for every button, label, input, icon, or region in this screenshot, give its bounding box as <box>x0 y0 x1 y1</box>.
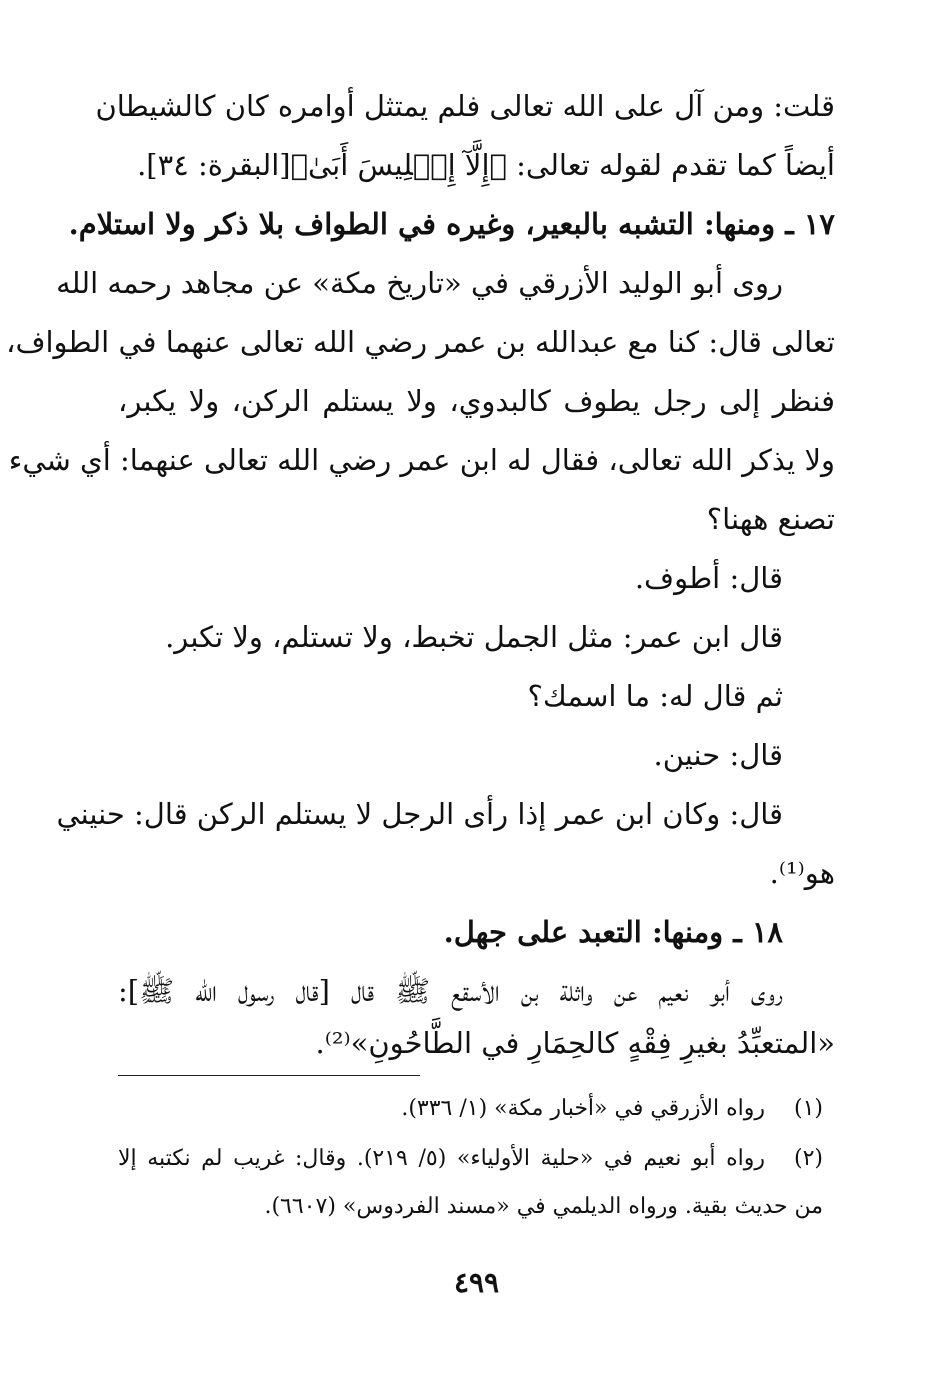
dialogue-line-2: قال ابن عمر: مثل الجمل تخبط، ولا تستلم، ولا تكبر. <box>165 620 783 654</box>
body-line-6: فنظر إلى رجل يطوف كالبدوي، ولا يستلم الركن، ولا يكبر، <box>118 384 835 418</box>
footnote-2-text-line-1: رواه أبو نعيم في «حلية الأولياء» (٥/ ٢١٩). وقال: غريب لم نكتبه إلا <box>118 1146 766 1171</box>
body-line-14: هو⁽¹⁾. <box>769 856 835 890</box>
body-line-16: روى أبو نعيم عن واثلة بن الأسقع ﷺ قال [قال رسول الله ﷺ]: <box>118 974 783 1008</box>
dialogue-line-1: قال: أطوف. <box>634 561 783 595</box>
section-heading-17: ١٧ ـ ومنها: التشبه بالبعير، وغيره في الطواف بلا ذكر ولا استلام. <box>68 207 835 241</box>
footnote-1-text: رواه الأزرقي في «أخبار مكة» (١/ ٣٣٦). <box>401 1096 765 1121</box>
body-line-7: ولا يذكر الله تعالى، فقال له ابن عمر رضي الله تعالى عنهما: أي شيء <box>8 443 835 477</box>
footnote-2-number: (٢) <box>793 1146 823 1171</box>
footnote-divider <box>118 1075 420 1076</box>
footnote-1 <box>118 1087 835 1131</box>
body-line-1: قلت: ومن آل على الله تعالى فلم يمتثل أوامره كان كالشيطان <box>95 89 835 123</box>
body-line-8: تصنع ههنا؟ <box>706 502 835 536</box>
footnote-1-number: (١) <box>793 1096 823 1121</box>
dialogue-line-4: قال: حنين. <box>653 738 783 772</box>
body-line-13: قال: وكان ابن عمر إذا رأى الرجل لا يستلم الركن قال: حنيني <box>56 797 783 831</box>
body-line-5: تعالى قال: كنا مع عبدالله بن عمر رضي الله تعالى عنهما في الطواف، <box>6 325 835 359</box>
footnote-2-continued <box>118 1185 835 1229</box>
body-line-4: روى أبو الوليد الأزرقي في «تاريخ مكة» عن مجاهد رحمه الله <box>56 266 783 300</box>
footnote-2 <box>118 1137 835 1181</box>
footnote-2-text-line-2: من حديث بقية. ورواه الديلمي في «مسند الفردوس» (٦٦٠٧). <box>264 1194 823 1219</box>
page-number: ٤٩٩ <box>453 1266 500 1299</box>
hadith-quote: «المتعبِّدُ بغيرِ فِقْهٍ كالحِمَارِ في الطَّاحُونِ»⁽²⁾. <box>315 1026 835 1060</box>
dialogue-line-3: ثم قال له: ما اسمك؟ <box>527 679 783 713</box>
document-page <box>6 80 835 1330</box>
body-line-2: أيضاً كما تقدم لقوله تعالى: ﴿إِلَّآ إِبۡلِيسَ أَبَىٰ﴾[البقرة: ٣٤]. <box>137 148 835 182</box>
section-heading-18: ١٨ ـ ومنها: التعبد على جهل. <box>443 915 783 949</box>
